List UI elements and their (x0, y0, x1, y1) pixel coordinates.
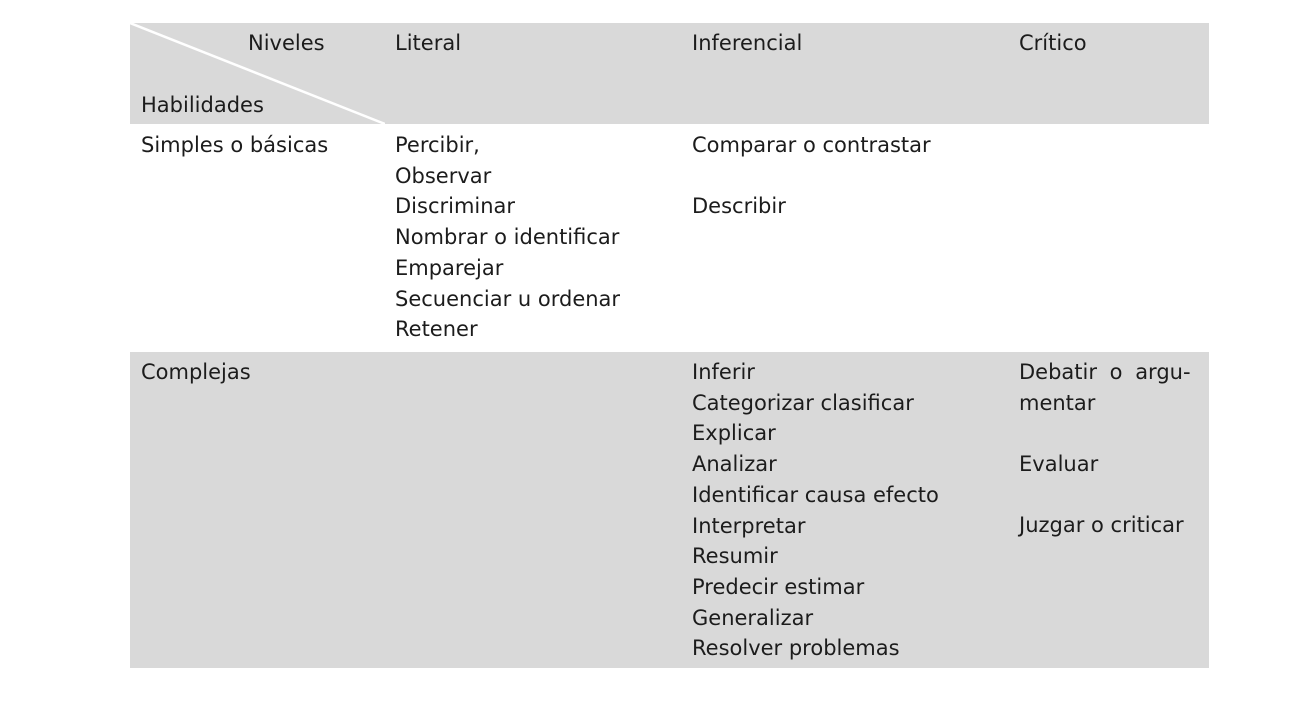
simples-inferencial-list (692, 130, 931, 222)
header-habilidades: Habilidades (141, 93, 264, 117)
list-item: Evaluar (1019, 452, 1099, 477)
list-item: Resumir (692, 544, 778, 569)
list-item: Observar (395, 163, 492, 188)
list-item: mentar (1019, 390, 1096, 415)
list-item: Describir (692, 194, 786, 219)
list-item: Retener (395, 317, 478, 342)
complejas-critico-list (1019, 357, 1191, 541)
list-item: Emparejar (395, 255, 504, 280)
list-item: Predecir estimar (692, 574, 865, 599)
list-item: Categorizar clasificar (692, 390, 914, 415)
list-item: Resolver problemas (692, 636, 900, 661)
header-critico: Crítico (1019, 31, 1087, 55)
row-label-complejas: Complejas (141, 360, 251, 384)
row-label-simples: Simples o básicas (141, 133, 329, 157)
list-item: Comparar o contrastar (692, 133, 931, 157)
list-item: Inferir (692, 360, 755, 384)
list-item: Interpretar (692, 513, 806, 538)
list-item: Explicar (692, 421, 776, 446)
list-item: Debatir o argu- (1019, 360, 1191, 384)
list-item: Generalizar (692, 605, 814, 630)
list-item: Discriminar (395, 194, 516, 219)
skills-levels-table (130, 23, 1209, 668)
header-niveles: Niveles (248, 31, 325, 55)
list-item: Analizar (692, 452, 777, 477)
header-literal: Literal (395, 31, 462, 55)
list-item: Juzgar o criticar (1019, 513, 1184, 538)
header-inferencial: Inferencial (692, 31, 803, 55)
complejas-inferencial-list (692, 357, 939, 664)
list-item: Nombrar o identificar (395, 225, 620, 250)
simples-literal-list (395, 130, 620, 345)
list-item: Percibir, (395, 133, 480, 157)
list-item: Secuenciar u ordenar (395, 286, 621, 311)
list-item: Identificar causa efecto (692, 482, 939, 507)
